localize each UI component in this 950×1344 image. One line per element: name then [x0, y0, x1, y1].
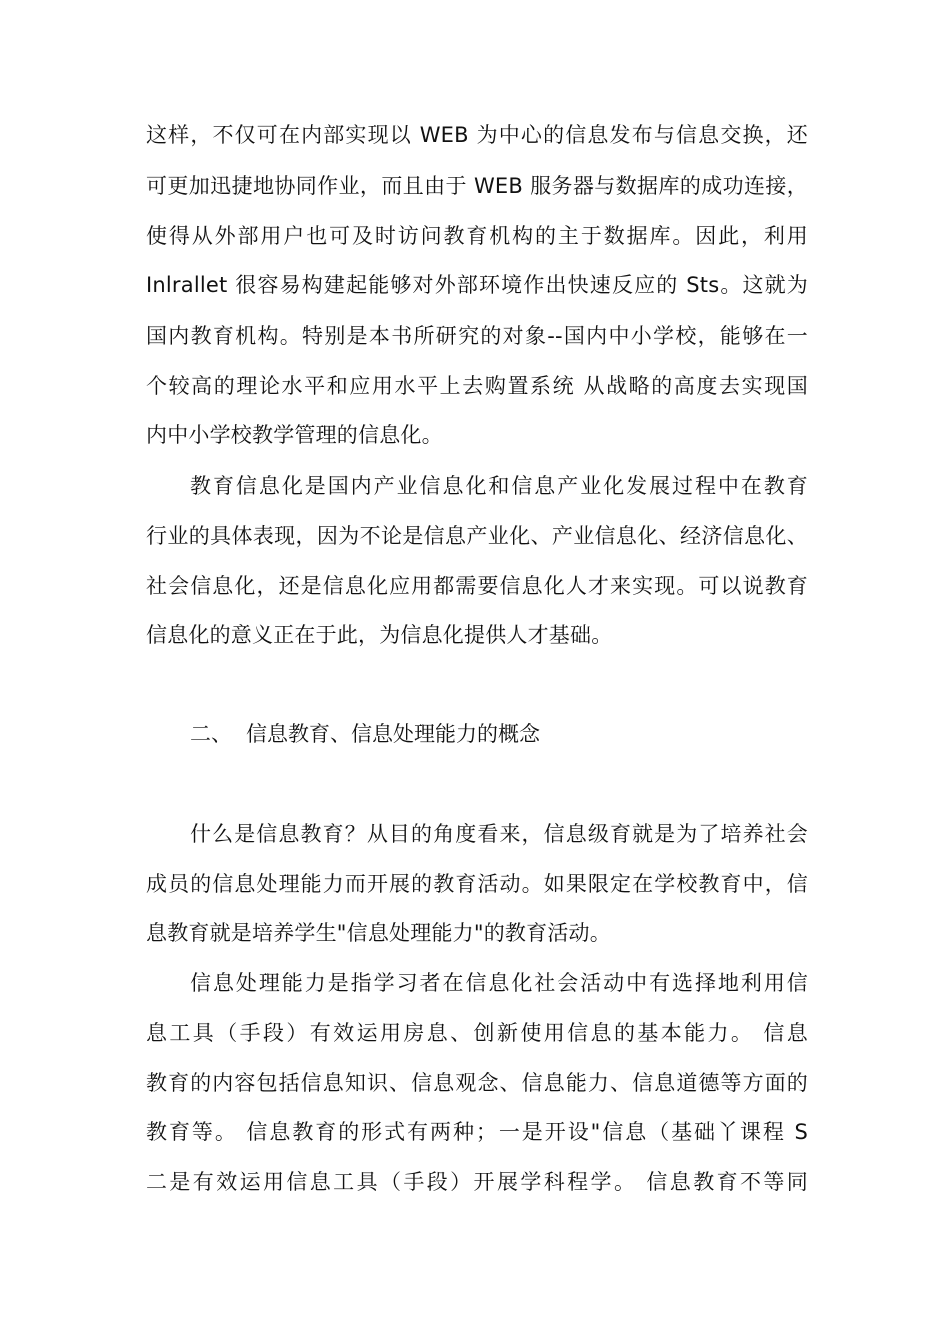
paragraph1-line-3: 使得从外部用户也可及时访问教育机构的主于数据库。因此，利用 — [146, 224, 808, 248]
paragraph2-line-2: 行业的具体表现，因为不论是信息产业化、产业信息化、经济信息化、 — [146, 524, 808, 548]
section-title: 信息教育、信息处理能力的概念 — [246, 722, 540, 746]
paragraph3-line-2: 成员的信息处理能力而开展的教育活动。如果限定在学校教育中，信 — [146, 872, 808, 896]
paragraph1-line-7: 内中小学校教学管理的信息化。 — [146, 423, 443, 447]
paragraph4-line-2: 息工具（手段）有效运用房息、创新使用信息的基本能力。 信息 — [146, 1021, 808, 1045]
paragraph4-line-3: 教育的内容包括信息知识、信息观念、信息能力、信息道德等方面的 — [146, 1071, 808, 1095]
paragraph1-line-4: Inlrallet 很容易构建起能够对外部环境作出快速反应的 Sts。这就为 — [146, 273, 808, 297]
paragraph2-line-1: 教育信息化是国内产业信息化和信息产业化发展过程中在教育 — [190, 474, 808, 498]
paragraph1-line-1: 这样，不仅可在内部实现以 WEB 为中心的信息发布与信息交换，还 — [146, 123, 808, 147]
section-heading — [190, 719, 540, 749]
paragraph1-line-2: 可更加迅捷地协同作业，而且由于 WEB 服务器与数据库的成功连接， — [146, 174, 808, 198]
paragraph4-line-1: 信息处理能力是指学习者在信息化社会活动中有选择地利用信 — [190, 971, 808, 995]
paragraph2-line-3: 社会信息化，还是信息化应用都需要信息化人才来实现。可以说教育 — [146, 574, 808, 598]
paragraph3-line-3: 息教育就是培养学生"信息处理能力"的教育活动。 — [146, 921, 611, 945]
paragraph4-line-4: 教育等。 信息教育的形式有两种；一是开设"信息（基础丫课程 S — [146, 1120, 808, 1144]
paragraph1-line-6: 个较高的理论水平和应用水平上去购置系统 从战略的高度去实现国 — [146, 374, 808, 398]
paragraph1-line-5: 国内教育机构。特别是本书所研究的对象--国内中小学校，能够在一 — [146, 324, 808, 348]
paragraph2-line-4: 信息化的意义正在于此，为信息化提供人才基础。 — [146, 623, 613, 647]
paragraph3-line-1: 什么是信息教育？从目的角度看来，信息级育就是为了培养社会 — [190, 822, 808, 846]
section-number: 二、 — [190, 722, 232, 746]
paragraph4-line-5: 二是有效运用信息工具（手段）开展学科程学。 信息教育不等同 — [146, 1170, 808, 1194]
